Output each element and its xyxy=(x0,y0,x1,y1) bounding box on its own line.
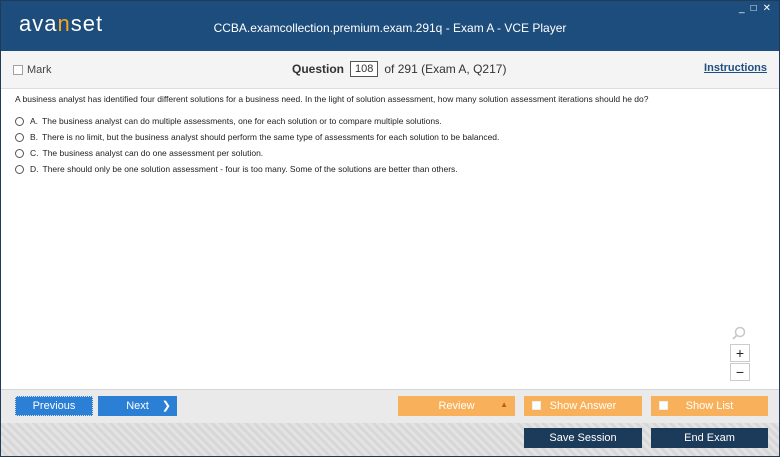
answer-text: The business analyst can do multiple assessments, one for each solution or to compare multiple solutions. xyxy=(42,116,442,126)
caret-up-icon[interactable]: ▲ xyxy=(500,400,508,409)
radio-icon[interactable] xyxy=(15,133,24,142)
answer-option-a[interactable] xyxy=(15,113,499,129)
answer-letter: C. xyxy=(30,148,39,158)
answer-list xyxy=(15,113,499,177)
radio-icon[interactable] xyxy=(15,117,24,126)
chevron-right-icon: ❯ xyxy=(161,400,171,412)
minimize-icon[interactable]: _ xyxy=(739,3,745,14)
instructions-link[interactable]: Instructions xyxy=(704,62,767,74)
session-footer xyxy=(1,423,779,456)
previous-button[interactable] xyxy=(15,396,93,416)
answer-option-d[interactable] xyxy=(15,161,499,177)
logo-text-post: set xyxy=(70,11,104,36)
mark-checkbox[interactable] xyxy=(13,64,51,76)
checkbox-icon[interactable] xyxy=(532,401,541,410)
end-exam-button[interactable]: End Exam xyxy=(651,428,768,448)
show-list-button[interactable] xyxy=(651,396,768,416)
window-title: CCBA.examcollection.premium.exam.291q - Exam A - VCE Player xyxy=(213,21,567,35)
answer-text: There should only be one solution assessment - four is too many. Some of the solutions are better than others. xyxy=(42,164,458,174)
logo-text-accent: n xyxy=(57,11,71,36)
question-counter xyxy=(292,61,506,77)
answer-letter: B. xyxy=(30,132,39,142)
answer-text: The business analyst can do one assessment per solution. xyxy=(42,148,264,158)
answer-option-c[interactable] xyxy=(15,145,499,161)
logo-text-pre: ava xyxy=(19,11,58,36)
maximize-icon[interactable]: □ xyxy=(750,3,757,14)
show-answer-label: Show Answer xyxy=(549,400,617,412)
question-label: Question xyxy=(292,62,345,76)
radio-icon[interactable] xyxy=(15,165,24,174)
answer-letter: D. xyxy=(30,164,39,174)
checkbox-icon[interactable] xyxy=(13,65,23,75)
magnifier-icon xyxy=(732,326,746,343)
zoom-in-button[interactable]: + xyxy=(730,344,750,362)
show-list-label: Show List xyxy=(685,400,734,412)
review-label: Review xyxy=(438,400,475,412)
question-text: A business analyst has identified four different solutions for a business need. In the light of solution assessment, how many solution assessment iterations should he do? xyxy=(15,94,649,104)
title-bar xyxy=(1,1,779,51)
mark-label: Mark xyxy=(27,64,52,76)
question-total: of 291 (Exam A, Q217) xyxy=(384,62,507,76)
show-answer-button[interactable] xyxy=(524,396,642,416)
question-number-input[interactable]: 108 xyxy=(350,61,378,77)
window-controls xyxy=(739,4,771,14)
next-button[interactable] xyxy=(98,396,177,416)
radio-icon[interactable] xyxy=(15,149,24,158)
answer-letter: A. xyxy=(30,116,39,126)
review-button[interactable] xyxy=(398,396,515,416)
zoom-out-button[interactable]: − xyxy=(730,363,750,381)
question-content xyxy=(1,89,779,389)
save-session-button[interactable]: Save Session xyxy=(524,428,642,448)
question-header xyxy=(1,51,779,89)
navigation-toolbar xyxy=(1,389,779,423)
answer-text: There is no limit, but the business analyst should perform the same type of assessments for each solution to be balanced. xyxy=(42,132,500,142)
answer-option-b[interactable] xyxy=(15,129,499,145)
next-label: Next xyxy=(126,400,149,412)
close-icon[interactable]: ✕ xyxy=(762,3,771,14)
checkbox-icon[interactable] xyxy=(659,401,668,410)
previous-label: Previous xyxy=(32,400,76,412)
